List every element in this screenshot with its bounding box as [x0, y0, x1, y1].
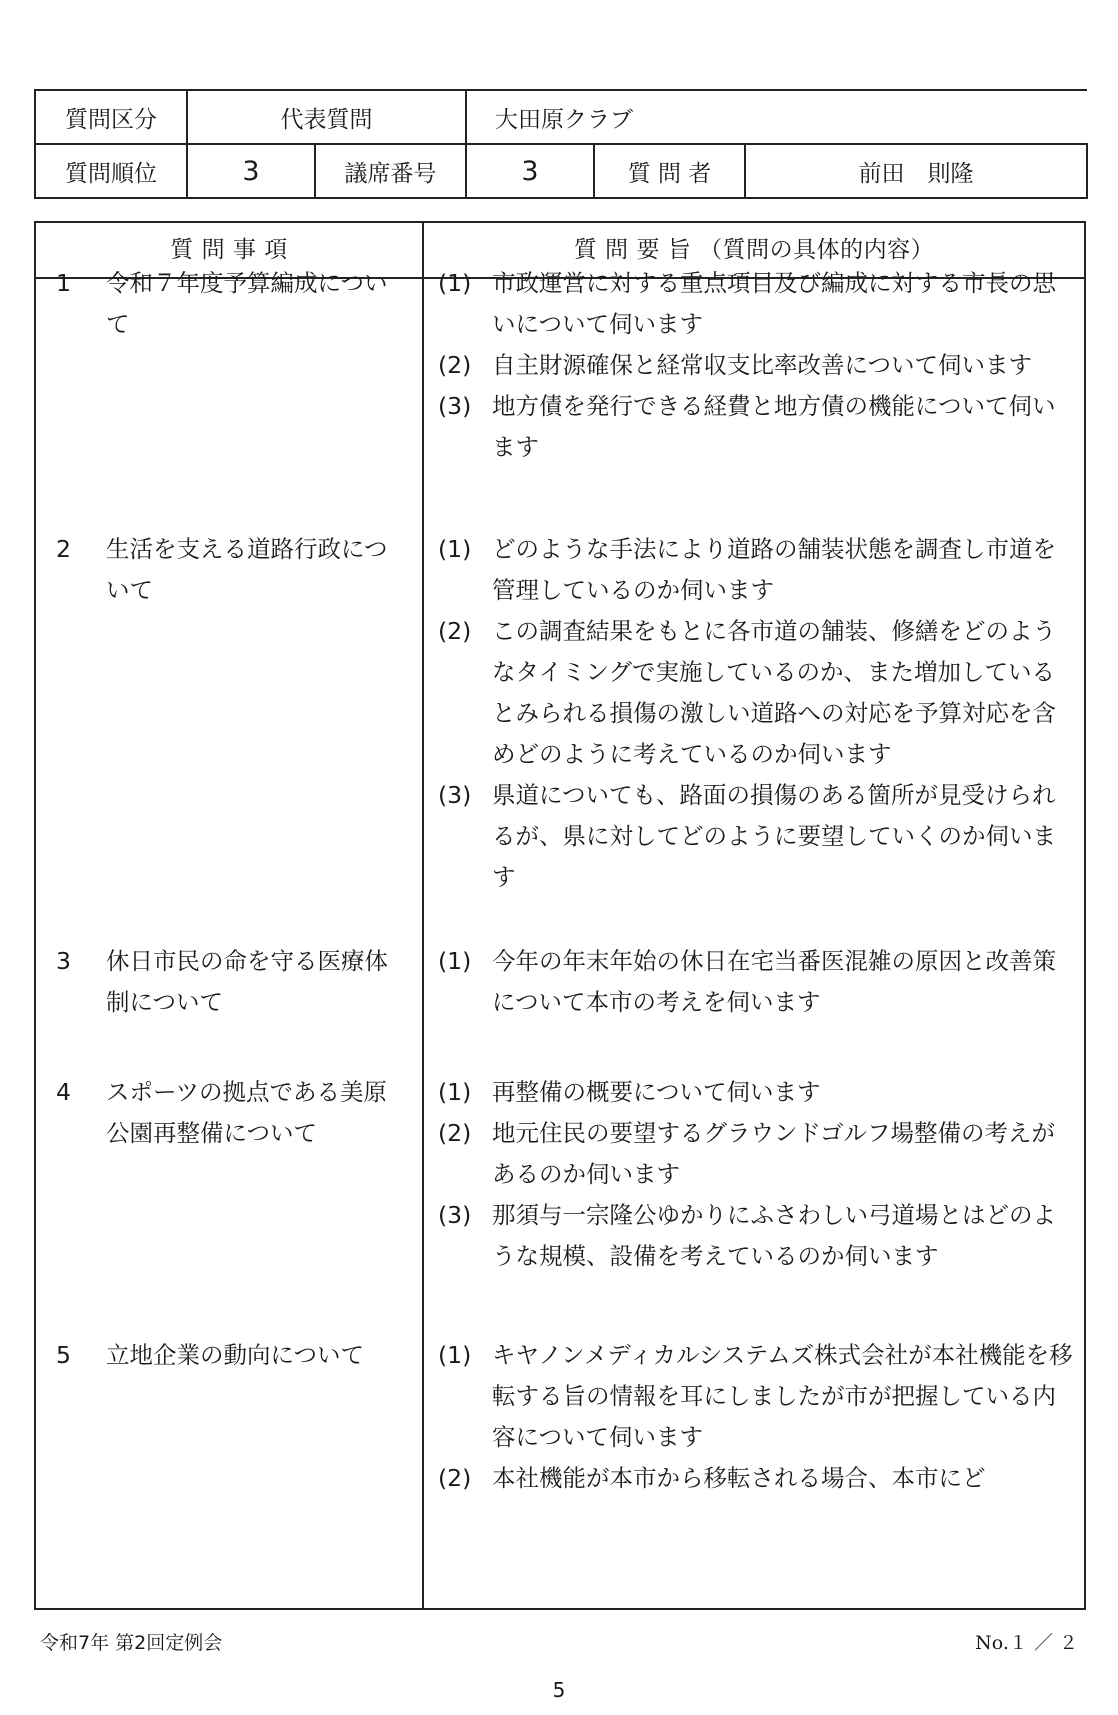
point-number: (2)	[438, 617, 472, 645]
point-text: 自主財源確保と経常収支比率改善について伺います	[492, 351, 1033, 379]
question-number: 4	[56, 1078, 71, 1106]
question-point	[424, 1113, 1084, 1195]
group-name: 大田原クラブ	[466, 90, 1087, 144]
question-number: 1	[56, 269, 71, 297]
point-text: この調査結果をもとに各市道の舗装、修繕をどのようなタイミングで実施しているのか、また増加しているとみられる損傷の激しい道路への対応を予算対応を含めどのように考えているのか伺います	[492, 617, 1056, 768]
category-value: 代表質問	[187, 90, 466, 144]
point-text: どのような手法により道路の舗装状態を調査し市道を管理しているのか伺います	[492, 535, 1056, 604]
label-order: 質問順位	[35, 144, 187, 198]
point-number: (2)	[438, 351, 472, 379]
question-title: 立地企業の動向について	[106, 1341, 365, 1369]
question-number: 5	[56, 1341, 71, 1369]
question-title: 生活を支える道路行政について	[106, 535, 388, 604]
question-points	[424, 941, 1084, 1023]
header-row-order	[35, 144, 1087, 198]
point-text: 本社機能が本市から移転される場合、本市にど	[492, 1464, 986, 1492]
question-point	[424, 941, 1084, 1023]
point-text: 今年の年末年始の休日在宅当番医混雑の原因と改善策について本市の考えを伺います	[492, 947, 1056, 1016]
question-point	[424, 775, 1084, 898]
point-text: 県道についても、路面の損傷のある箇所が見受けられるが、県に対してどのように要望していくのか伺います	[492, 781, 1056, 891]
session-label: 令和7年 第2回定例会	[40, 1632, 223, 1654]
question-points	[424, 529, 1084, 898]
point-text: キヤノンメディカルシステムズ株式会社が本社機能を移転する旨の情報を耳にしましたが市が把握している内容について伺います	[492, 1341, 1073, 1451]
question-point	[424, 1335, 1084, 1458]
question-point	[424, 1195, 1084, 1277]
point-number: (1)	[438, 535, 472, 563]
sheet-number: No.１ ／ ２	[975, 1632, 1078, 1654]
question-point	[424, 386, 1084, 468]
question-point	[424, 263, 1084, 345]
question-points	[424, 263, 1084, 468]
question-point	[424, 345, 1084, 386]
page-number: 5	[552, 1678, 566, 1702]
point-number: (1)	[438, 269, 472, 297]
label-category: 質問区分	[35, 90, 187, 144]
question-points	[424, 1335, 1084, 1499]
point-number: (3)	[438, 781, 472, 809]
question-point	[424, 1072, 1084, 1113]
column-header-topics: 質 問 事 項	[170, 237, 288, 263]
order-value: 3	[187, 144, 315, 198]
seat-value: 3	[466, 144, 594, 198]
point-number: (2)	[438, 1119, 472, 1147]
point-text: 那須与一宗隆公ゆかりにふさわしい弓道場とはどのような規模、設備を考えているのか伺います	[492, 1201, 1056, 1270]
column-header-details: 質 問 要 旨 （質問の具体的内容）	[573, 237, 935, 263]
point-number: (2)	[438, 1464, 472, 1492]
point-number: (1)	[438, 1078, 472, 1106]
point-text: 市政運営に対する重点項目及び編成に対する市長の思いについて伺います	[492, 269, 1056, 338]
point-text: 地元住民の要望するグラウンドゴルフ場整備の考えがあるのか伺います	[492, 1119, 1056, 1188]
point-text: 地方債を発行できる経費と地方債の機能について伺います	[492, 392, 1056, 461]
question-point	[424, 529, 1084, 611]
question-table	[34, 221, 1086, 1610]
header-row-category	[35, 90, 1087, 144]
point-number: (1)	[438, 947, 472, 975]
questioner-name: 前田 則隆	[745, 144, 1087, 198]
label-questioner: 質 問 者	[594, 144, 745, 198]
label-seat: 議席番号	[315, 144, 466, 198]
question-point	[424, 611, 1084, 775]
header-table	[34, 89, 1088, 199]
point-number: (3)	[438, 392, 472, 420]
question-title: 休日市民の命を守る医療体制について	[106, 947, 388, 1016]
question-number: 3	[56, 947, 71, 975]
point-number: (1)	[438, 1341, 472, 1369]
question-points	[424, 1072, 1084, 1277]
point-number: (3)	[438, 1201, 472, 1229]
point-text: 再整備の概要について伺います	[492, 1078, 821, 1106]
question-point	[424, 1458, 1084, 1499]
question-title: スポーツの拠点である美原公園再整備について	[106, 1078, 388, 1147]
question-number: 2	[56, 535, 71, 563]
question-title: 令和７年度予算編成について	[106, 269, 388, 338]
